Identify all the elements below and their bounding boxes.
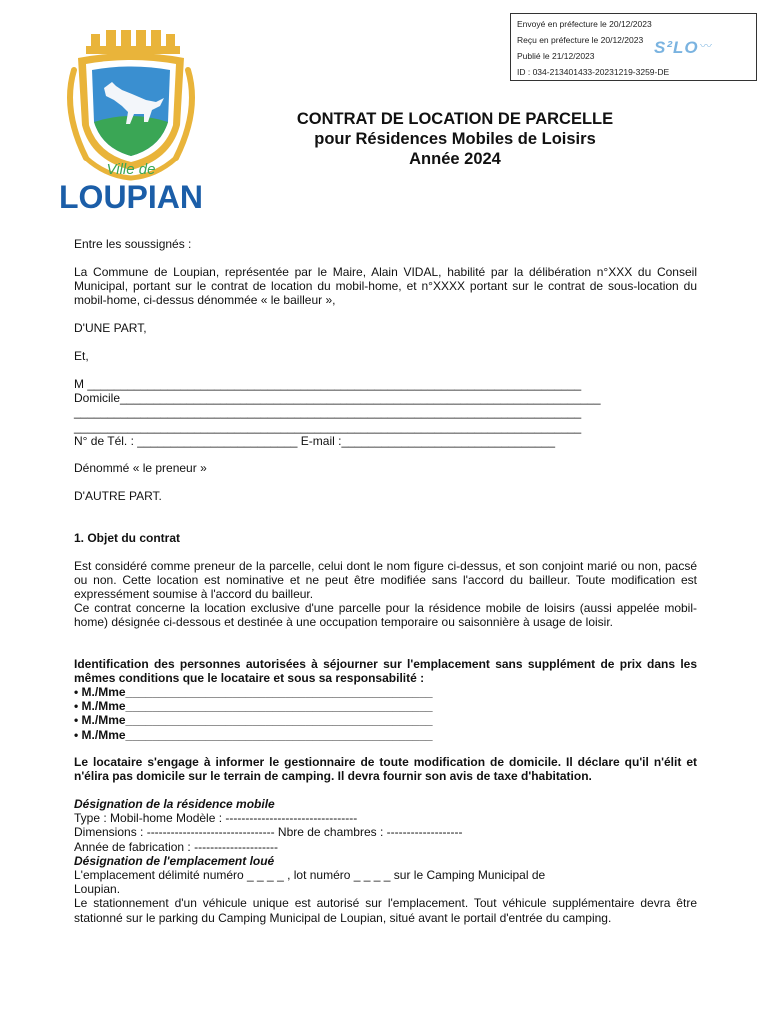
tenant-fields (74, 377, 697, 448)
stamp-received: Reçu en préfecture le 20/12/2023 (517, 35, 644, 45)
address-field[interactable]: Domicile________________________________________________________________________ (74, 391, 601, 406)
authorized-person-4[interactable]: • M./Mme______________________________________________ (74, 727, 433, 742)
prefecture-stamp (510, 13, 757, 81)
address-field-2[interactable]: ____________________________________________________________________________ (74, 405, 582, 420)
authorized-person-1[interactable]: • M./Mme______________________________________________ (74, 685, 433, 699)
bird-icon: 〰 (700, 39, 713, 53)
authorized-list (74, 685, 697, 742)
parking-paragraph: Le stationnement d'un véhicule unique est autorisé sur l'emplacement. Tout véhicule supplémentaire devra être stationné sur le parking du Camping Municipal de Loupian, situé avant le portail d'entrée du camping. (74, 896, 697, 925)
stamp-published: Publié le 21/12/2023 (517, 51, 595, 61)
mobilhome-type[interactable]: Type : Mobil-home Modèle : --------------------------------- (74, 811, 358, 826)
designation-heading: Désignation de la résidence mobile (74, 797, 275, 811)
address-field-3[interactable]: ____________________________________________________________________________ (74, 419, 582, 434)
mobilhome-year[interactable]: Année de fabrication : --------------------- (74, 839, 278, 854)
doc-title-line3: Année 2024 (409, 150, 501, 168)
et-line: Et, (74, 349, 89, 363)
commune-paragraph: La Commune de Loupian, représentée par le Maire, Alain VIDAL, habilité par la délibération n°XXX du Conseil Municipal, portant sur le contrat de location du mobil-home, et n°XXXX portant sur le contrat de sous-location du mobil-home, ci-dessus dénommée « le bailleur », (74, 265, 697, 308)
phone-email-field[interactable]: N° de Tél. : ________________________ E-mail :________________________________ (74, 433, 556, 448)
name-field[interactable]: M __________________________________________________________________________ (74, 377, 582, 391)
designation-block (74, 797, 697, 925)
stamp-sent: Envoyé en préfecture le 20/12/2023 (517, 19, 652, 29)
section1-heading: 1. Objet du contrat (74, 531, 181, 545)
preneur-line: Dénommé « le preneur » (74, 461, 207, 475)
logo-ville-de: Ville de (106, 161, 156, 178)
doc-title-line1: CONTRAT DE LOCATION DE PARCELLE (296, 110, 614, 128)
slow-logo: S²LO (654, 38, 699, 57)
domicile-notice: Le locataire s'engage à informer le gestionnaire de toute modification de domicile. Il déclare qu'il n'élit et n'élira pas domicile sur le terrain de camping. Il devra fournir son avis de taxe d'habitation. (74, 755, 697, 784)
parties-intro: Entre les soussignés : (74, 237, 192, 251)
authorized-person-2[interactable]: • M./Mme______________________________________________ (74, 699, 433, 714)
stamp-id: ID : 034-213401433-20231219-3259-DE (517, 67, 670, 77)
mobilhome-dimensions[interactable]: Dimensions : -------------------------------- Nbre de chambres : ------------------- (74, 825, 463, 840)
location-line[interactable]: L'emplacement délimité numéro _ _ _ _ , lot numéro _ _ _ _ sur le Camping Municipal de (74, 868, 546, 883)
logo-loupian: LOUPIAN (59, 179, 203, 215)
location-line-2: Loupian. (74, 882, 121, 897)
autre-part: D'AUTRE PART. (74, 489, 162, 503)
crown-icon (86, 30, 180, 54)
authorized-person-3[interactable]: • M./Mme______________________________________________ (74, 713, 433, 728)
loupian-logo (56, 30, 206, 215)
authorized-heading: Identification des personnes autorisées à séjourner sur l'emplacement sans supplément de prix dans les mêmes conditions que le locataire et sous sa responsabilité : (74, 657, 697, 686)
section1-para2: Ce contrat concerne la location exclusive d'une parcelle pour la résidence mobile de loisirs (aussi appelée mobil-home) désignée ci-dessous et destinée à une occupation temporaire ou saisonnière à usage de loisir. (74, 601, 697, 630)
dune-part: D'UNE PART, (74, 321, 147, 335)
location-heading: Désignation de l'emplacement loué (74, 853, 275, 868)
section1-para1: Est considéré comme preneur de la parcelle, celui dont le nom figure ci-dessus, et son conjoint marié ou non, pacsé ou non. Cette location est nominative et ne peut être modifiée sans l'accord du bailleur. Toute modification est expressément soumise à l'accord du bailleur. (74, 559, 697, 602)
doc-title-line2: pour Résidences Mobiles de Loisirs (314, 130, 596, 148)
